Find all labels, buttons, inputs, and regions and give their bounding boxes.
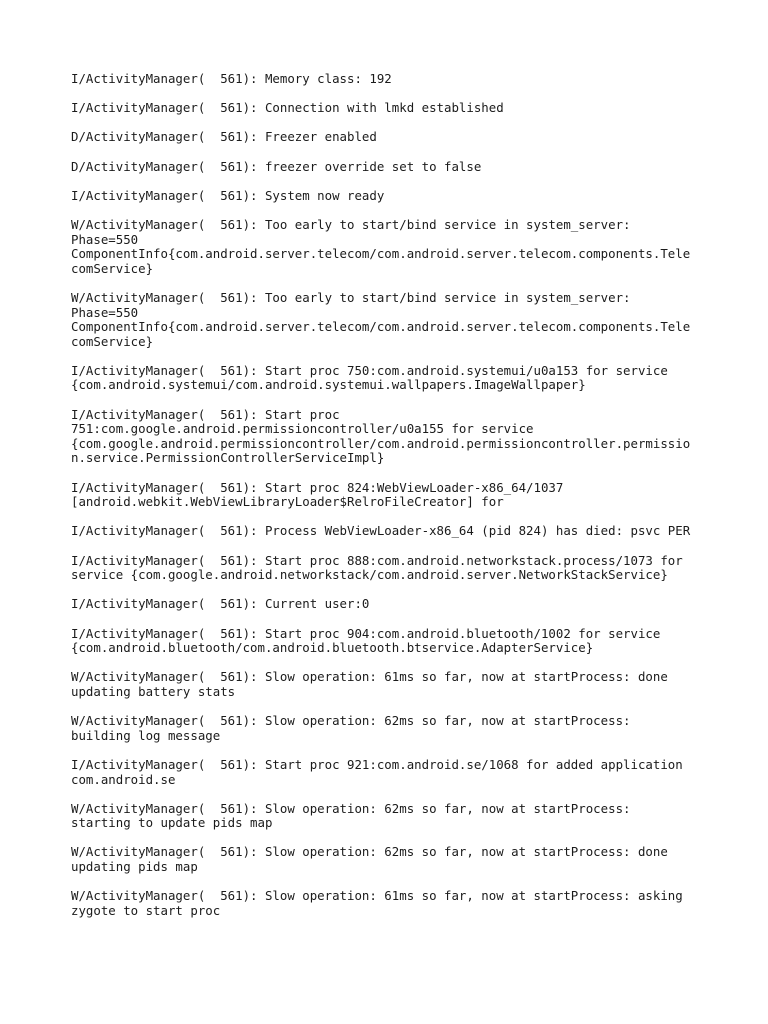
log-line: n.service.PermissionControllerServiceImpl}: [71, 450, 385, 466]
log-line: [android.webkit.WebViewLibraryLoader$RelroFileCreator] for: [71, 494, 504, 510]
log-line: I/ActivityManager( 561): Current user:0: [71, 596, 370, 612]
log-line: I/ActivityManager( 561): Start proc: [71, 406, 340, 422]
log-line: I/ActivityManager( 561): Start proc 824:WebViewLoader-x86_64/1037: [71, 479, 564, 495]
log-line: starting to update pids map: [71, 815, 273, 831]
log-line: D/ActivityManager( 561): freezer override set to false: [71, 158, 482, 174]
log-line: I/ActivityManager( 561): Memory class: 192: [71, 71, 392, 86]
log-line: Phase=550: [71, 231, 139, 247]
log-line: W/ActivityManager( 561): Too early to start/bind service in system_server:: [71, 216, 631, 232]
log-entry: [71, 597, 711, 612]
log-line: {com.android.systemui/com.android.systemui.wallpapers.ImageWallpaper}: [71, 377, 586, 393]
log-line: W/ActivityManager( 561): Slow operation: 61ms so far, now at startProcess: asking: [71, 888, 683, 904]
log-entry: [71, 130, 711, 145]
log-line: ComponentInfo{com.android.server.telecom/com.android.server.telecom.components.Tele: [71, 246, 691, 262]
log-line: W/ActivityManager( 561): Slow operation: 61ms so far, now at startProcess: done: [71, 669, 668, 685]
log-line: I/ActivityManager( 561): Start proc 921:com.android.se/1068 for added application: [71, 756, 683, 772]
log-line: comService}: [71, 333, 154, 349]
log-document: [71, 72, 711, 933]
log-line: I/ActivityManager( 561): Start proc 750:com.android.systemui/u0a153 for service: [71, 362, 668, 378]
log-entry: [71, 160, 711, 175]
log-entry: [71, 218, 711, 276]
log-line: updating pids map: [71, 859, 198, 875]
log-entry: [71, 627, 711, 656]
log-line: comService}: [71, 260, 154, 276]
log-entry: [71, 845, 711, 874]
log-entry: [71, 889, 711, 918]
log-line: W/ActivityManager( 561): Too early to start/bind service in system_server:: [71, 289, 631, 305]
log-line: Phase=550: [71, 304, 139, 320]
log-line: I/ActivityManager( 561): Start proc 904:com.android.bluetooth/1002 for service: [71, 625, 661, 641]
log-line: W/ActivityManager( 561): Slow operation: 62ms so far, now at startProcess:: [71, 713, 631, 729]
log-entry: [71, 189, 711, 204]
log-line: com.android.se: [71, 771, 176, 787]
log-entry: [71, 481, 711, 510]
log-line: I/ActivityManager( 561): Process WebViewLoader-x86_64 (pid 824) has died: psvc PER: [71, 523, 691, 539]
log-line: I/ActivityManager( 561): Start proc 888:com.android.networkstack.process/1073 for: [71, 552, 683, 568]
log-line: 751:com.google.android.permissioncontroller/u0a155 for service: [71, 421, 534, 437]
log-line: service {com.google.android.networkstack/com.android.server.NetworkStackService}: [71, 567, 668, 583]
log-line: W/ActivityManager( 561): Slow operation: 62ms so far, now at startProcess: done: [71, 844, 668, 860]
log-entry: [71, 714, 711, 743]
log-line: {com.google.android.permissioncontroller/com.android.permissioncontroller.permissio: [71, 435, 691, 451]
log-line: D/ActivityManager( 561): Freezer enabled: [71, 129, 377, 145]
log-entry: [71, 670, 711, 699]
log-line: ComponentInfo{com.android.server.telecom/com.android.server.telecom.components.Tele: [71, 319, 691, 335]
log-entry: [71, 408, 711, 466]
log-entry: [71, 554, 711, 583]
log-line: W/ActivityManager( 561): Slow operation: 62ms so far, now at startProcess:: [71, 800, 631, 816]
log-line: zygote to start proc: [71, 902, 221, 918]
log-entry: [71, 802, 711, 831]
log-entry: [71, 101, 711, 116]
log-entry: [71, 364, 711, 393]
log-entry: [71, 72, 711, 87]
log-entry: [71, 291, 711, 349]
log-line: building log message: [71, 727, 221, 743]
log-entry: [71, 758, 711, 787]
log-line: updating battery stats: [71, 683, 236, 699]
log-line: I/ActivityManager( 561): Connection with lmkd established: [71, 100, 504, 116]
log-entry: [71, 524, 711, 539]
log-line: I/ActivityManager( 561): System now ready: [71, 187, 385, 203]
log-line: {com.android.bluetooth/com.android.bluetooth.btservice.AdapterService}: [71, 640, 594, 656]
